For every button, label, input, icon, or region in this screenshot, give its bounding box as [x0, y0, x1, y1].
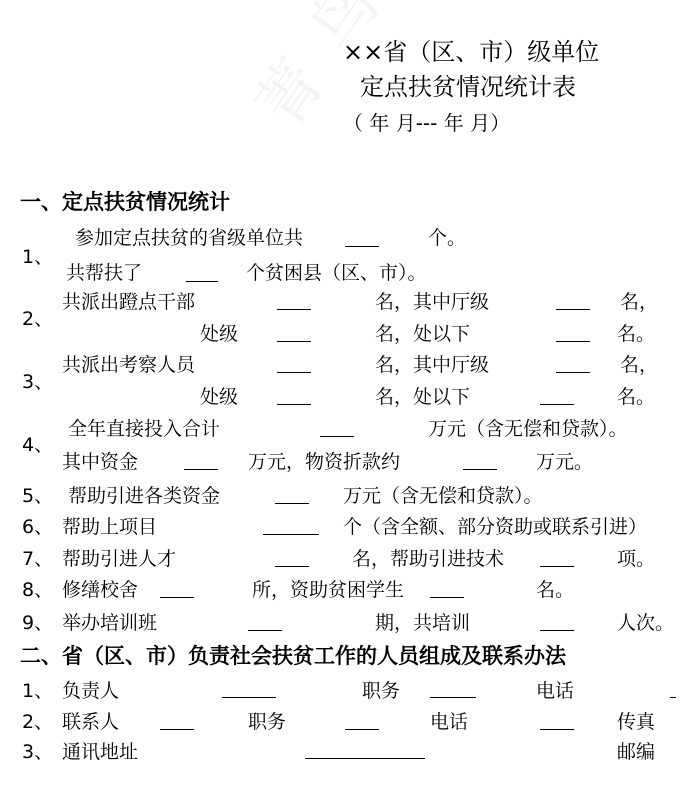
section2-heading: 二、省（区、市）负责社会扶贫工作的人员组成及联系办法	[20, 644, 566, 668]
blank-field	[345, 729, 379, 730]
item4-text-d: 万元，物资折款约	[248, 451, 401, 473]
item2-text-d: 处级	[200, 323, 239, 345]
blank-field	[277, 404, 311, 405]
item7-text-a: 帮助引进人才	[62, 548, 177, 570]
blank-field	[540, 729, 574, 730]
item3-text-a: 共派出考察人员	[62, 354, 196, 376]
item-number: 8、	[22, 579, 54, 601]
blank-field	[160, 597, 194, 598]
blank-field	[430, 697, 476, 698]
item3-text-b: 名，其中厅级	[375, 354, 490, 376]
item6-text-a: 帮助上项目	[62, 516, 158, 538]
blank-field	[186, 281, 218, 282]
blank-field	[430, 597, 464, 598]
blank-field	[540, 630, 574, 631]
item8-text-a: 修缮校舍	[62, 579, 139, 601]
item4-text-a: 全年直接投入合计	[68, 418, 221, 440]
item3-text-f: 名。	[617, 386, 656, 408]
period-label: （ 年 月--- 年 月）	[343, 111, 511, 135]
item7-text-b: 名，帮助引进技术	[352, 548, 505, 570]
row-number: 3、	[22, 741, 54, 763]
item4-text-b: 万元（含无偿和贷款）。	[428, 418, 628, 440]
item2-text-c: 名，	[620, 291, 659, 313]
blank-field	[540, 566, 574, 567]
item-number: 9、	[22, 612, 54, 634]
item3-text-e: 名，处以下	[375, 386, 471, 408]
postcode-label: 邮编	[617, 741, 656, 763]
page-title-line2: 定点扶贫情况统计表	[360, 73, 576, 101]
item-number: 1、	[22, 246, 54, 268]
item9-text-a: 举办培训班	[62, 612, 158, 634]
item1-text-d: 个贫困县（区、市）。	[246, 262, 427, 284]
page-title-line1: ××省（区、市）级单位	[343, 38, 600, 66]
fax-label: 传真	[617, 711, 656, 733]
position-label: 职务	[248, 711, 287, 733]
blank-field	[275, 503, 309, 504]
item9-text-c: 人次。	[617, 612, 675, 634]
phone-label: 电话	[430, 711, 469, 733]
position-label: 职务	[362, 680, 401, 702]
blank-field	[275, 566, 309, 567]
blank-field	[277, 372, 311, 373]
blank-field	[556, 372, 590, 373]
blank-field	[556, 309, 590, 310]
blank-field	[345, 246, 379, 247]
item-number: 5、	[22, 485, 54, 507]
blank-field	[222, 697, 276, 698]
item-number: 4、	[22, 434, 54, 456]
blank-field	[320, 436, 354, 437]
item9-text-b: 期，共培训	[375, 612, 471, 634]
address-label: 通讯地址	[62, 741, 139, 763]
item-number: 7、	[22, 548, 54, 570]
item1-text-a: 参加定点扶贫的省级单位共	[75, 227, 304, 249]
blank-field	[463, 469, 497, 470]
section1-heading: 一、定点扶贫情况统计	[20, 190, 230, 214]
blank-field	[263, 534, 319, 535]
item4-text-e: 万元。	[536, 451, 594, 473]
item6-text-b: 个（含全额、部分资助或联系引进）	[343, 516, 648, 538]
item3-text-c: 名，	[620, 354, 659, 376]
blank-field	[540, 404, 574, 405]
item2-text-e: 名，处以下	[375, 323, 471, 345]
item8-text-c: 名。	[536, 579, 575, 601]
responsible-person-label: 负责人	[62, 680, 120, 702]
blank-field	[160, 729, 194, 730]
item2-text-f: 名。	[617, 323, 656, 345]
item4-text-c: 其中资金	[62, 451, 139, 473]
item2-text-b: 名，其中厅级	[375, 291, 490, 313]
item8-text-b: 所，资助贫困学生	[252, 579, 405, 601]
row-number: 2、	[22, 711, 54, 733]
blank-field	[184, 469, 218, 470]
item-number: 6、	[22, 516, 54, 538]
item1-text-c: 共帮扶了	[66, 262, 143, 284]
item2-text-a: 共派出蹬点干部	[62, 291, 196, 313]
item5-text-b: 万元（含无偿和贷款）。	[343, 485, 543, 507]
item-number: 3、	[22, 371, 54, 393]
item3-text-d: 处级	[200, 386, 239, 408]
row-number: 1、	[22, 680, 54, 702]
blank-field	[670, 697, 676, 698]
phone-label: 电话	[536, 680, 575, 702]
item5-text-a: 帮助引进各类资金	[68, 485, 221, 507]
item1-text-b: 个。	[428, 227, 467, 249]
blank-field	[556, 341, 590, 342]
blank-field	[277, 341, 311, 342]
contact-person-label: 联系人	[62, 711, 120, 733]
item-number: 2、	[22, 308, 54, 330]
blank-field	[277, 309, 311, 310]
blank-field	[248, 630, 282, 631]
item7-text-c: 项。	[617, 548, 656, 570]
blank-field	[305, 758, 425, 759]
